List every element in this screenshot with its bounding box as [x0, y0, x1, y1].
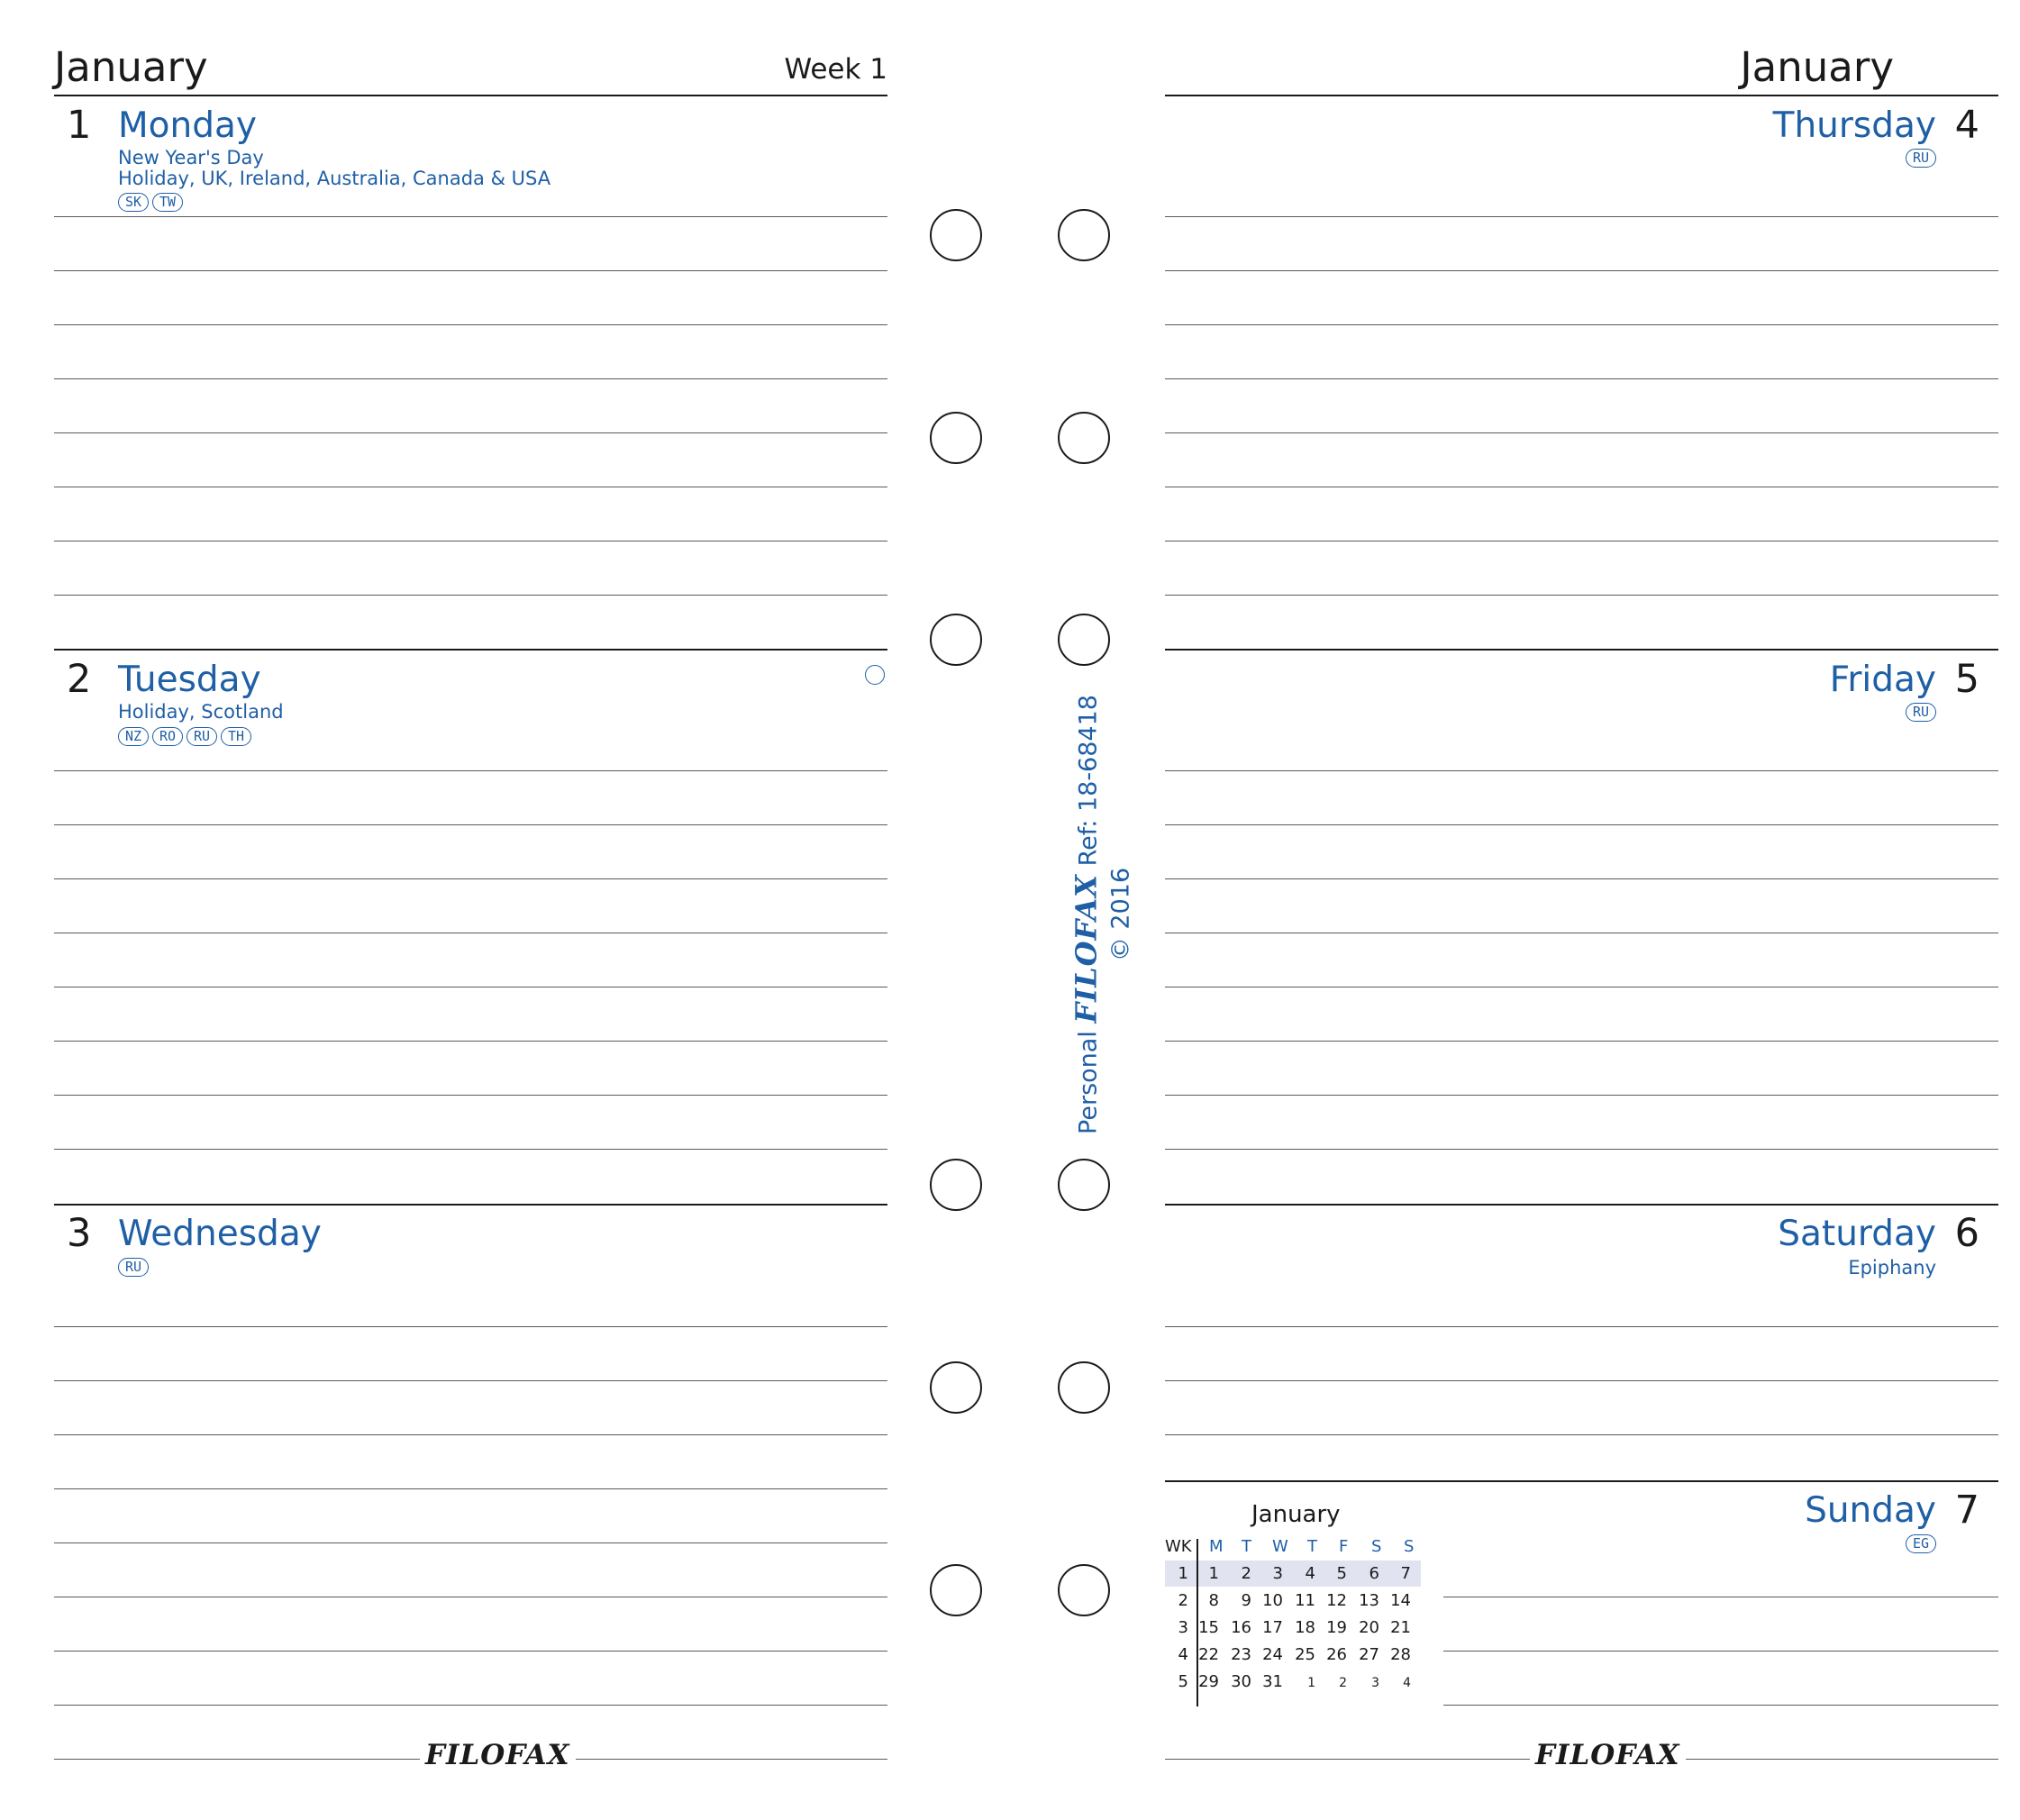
day-name-saturday: Saturday [1778, 1214, 1936, 1254]
mini-calendar-day: 4 [1403, 1676, 1411, 1690]
writing-line [54, 324, 887, 325]
mini-calendar-day: 2 [1241, 1564, 1251, 1583]
day-number-2: 2 [67, 657, 92, 702]
day-divider [1165, 1204, 1998, 1206]
mini-calendar-day: 22 [1198, 1645, 1219, 1664]
binder-hole [930, 1159, 982, 1211]
mini-header-day: T [1307, 1537, 1317, 1556]
writing-line [54, 595, 887, 596]
filofax-logo: FILOFAX [1530, 1742, 1686, 1770]
country-badge: EG [1906, 1534, 1936, 1553]
writing-line [54, 1705, 887, 1706]
day-name-monday: Monday [118, 105, 257, 146]
spine-copyright: © 2016 [1106, 867, 1135, 962]
writing-line [54, 1149, 887, 1150]
mini-calendar-day: 10 [1262, 1591, 1283, 1610]
country-badges [118, 727, 251, 746]
binder-hole [930, 1564, 982, 1616]
mini-calendar-day: 12 [1326, 1591, 1347, 1610]
mini-calendar-day: 30 [1231, 1672, 1251, 1691]
left-header-rule [54, 95, 887, 96]
writing-line [54, 1095, 887, 1096]
mini-calendar-day: 27 [1359, 1645, 1379, 1664]
mini-calendar-day: 3 [1371, 1676, 1379, 1690]
mini-week-number: 5 [1178, 1672, 1188, 1691]
mini-week-number: 2 [1178, 1591, 1188, 1610]
country-badge: RO [152, 727, 183, 746]
mini-header-day: S [1371, 1537, 1382, 1556]
writing-line [1165, 595, 1998, 596]
spine-filofax-logo: FILOFAX [1069, 874, 1104, 1024]
holiday-note: New Year's Day [118, 147, 264, 168]
day-divider [1165, 649, 1998, 651]
writing-line [1165, 824, 1998, 825]
mini-calendar-day: 7 [1400, 1564, 1411, 1583]
writing-line [1165, 1326, 1998, 1327]
country-badge: RU [187, 727, 217, 746]
country-badge: TH [221, 727, 251, 746]
writing-line [54, 432, 887, 433]
mini-header-wk: WK [1165, 1537, 1192, 1556]
writing-line [1165, 432, 1998, 433]
mini-calendar-day: 6 [1369, 1564, 1379, 1583]
country-badges [1906, 149, 1936, 168]
writing-line [54, 1041, 887, 1042]
mini-header-day: F [1339, 1537, 1349, 1556]
writing-line [54, 824, 887, 825]
mini-calendar-day: 2 [1339, 1676, 1347, 1690]
binder-hole [930, 1361, 982, 1414]
writing-line [54, 878, 887, 879]
mini-calendar-day: 16 [1231, 1618, 1251, 1637]
country-badge: TW [152, 193, 183, 212]
marker-circle [865, 665, 885, 685]
writing-line [1165, 1041, 1998, 1042]
mini-calendar-day: 15 [1198, 1618, 1219, 1637]
mini-week-number: 1 [1178, 1564, 1188, 1583]
binder-hole [930, 614, 982, 666]
day-divider [54, 1204, 887, 1206]
mini-header-day: S [1404, 1537, 1415, 1556]
mini-week-number: 3 [1178, 1618, 1188, 1637]
holiday-note: Holiday, Scotland [118, 701, 284, 723]
mini-calendar-day: 14 [1390, 1591, 1411, 1610]
day-number-5: 5 [1954, 657, 1979, 702]
writing-line [1443, 1651, 1998, 1652]
filofax-logo: FILOFAX [420, 1742, 576, 1770]
mini-calendar-day: 21 [1390, 1618, 1411, 1637]
writing-line [1165, 1149, 1998, 1150]
day-name-friday: Friday [1829, 660, 1936, 700]
day-number-1: 1 [67, 103, 92, 148]
day-name-thursday: Thursday [1772, 105, 1936, 146]
writing-line [54, 1542, 887, 1543]
day-name-tuesday: Tuesday [118, 660, 261, 700]
mini-calendar-day: 19 [1326, 1618, 1347, 1637]
day-number-3: 3 [67, 1211, 92, 1256]
writing-line [54, 1651, 887, 1652]
day-name-wednesday: Wednesday [118, 1214, 322, 1254]
spine-size: Personal [1074, 1031, 1103, 1134]
country-badges [1906, 1534, 1936, 1553]
mini-calendar-day: 24 [1262, 1645, 1283, 1664]
writing-line [1165, 770, 1998, 771]
mini-header-day: M [1209, 1537, 1224, 1556]
country-badge: RU [1906, 703, 1936, 722]
country-badges [1906, 703, 1936, 722]
binder-hole [1058, 1564, 1110, 1616]
writing-line [54, 770, 887, 771]
mini-week-number: 4 [1178, 1645, 1188, 1664]
binder-hole [1058, 1159, 1110, 1211]
mini-calendar-day: 5 [1336, 1564, 1347, 1583]
day-number-7: 7 [1954, 1488, 1979, 1533]
writing-line [54, 1380, 887, 1381]
day-number-6: 6 [1954, 1211, 1979, 1256]
holiday-note: Holiday, UK, Ireland, Australia, Canada & USA [118, 168, 551, 189]
mini-calendar-day: 8 [1208, 1591, 1219, 1610]
writing-line [54, 270, 887, 271]
writing-line [54, 1434, 887, 1435]
mini-calendar-day: 23 [1231, 1645, 1251, 1664]
writing-line [54, 1488, 887, 1489]
binder-hole [930, 209, 982, 261]
binder-hole [1058, 614, 1110, 666]
country-badge: RU [1906, 149, 1936, 168]
writing-line [1165, 216, 1998, 217]
mini-calendar-day: 3 [1272, 1564, 1283, 1583]
day-name-sunday: Sunday [1805, 1490, 1936, 1531]
mini-calendar-day: 31 [1262, 1672, 1283, 1691]
left-month-title: January [54, 43, 208, 91]
writing-line [1165, 378, 1998, 379]
country-badge: NZ [118, 727, 149, 746]
mini-calendar-day: 9 [1241, 1591, 1251, 1610]
day-divider [1165, 1480, 1998, 1482]
binder-hole [930, 412, 982, 464]
right-month-title: January [1740, 43, 1894, 91]
spine-imprint [1070, 695, 1138, 1134]
mini-header-day: W [1272, 1537, 1288, 1556]
writing-line [1165, 1434, 1998, 1435]
mini-calendar-day: 17 [1262, 1618, 1283, 1637]
mini-calendar-day: 13 [1359, 1591, 1379, 1610]
writing-line [54, 378, 887, 379]
holiday-note: Epiphany [1848, 1257, 1936, 1279]
writing-line [1443, 1705, 1998, 1706]
mini-calendar-day: 29 [1198, 1672, 1219, 1691]
mini-calendar-day: 11 [1295, 1591, 1315, 1610]
country-badges [118, 193, 183, 212]
mini-header-day: T [1242, 1537, 1251, 1556]
writing-line [1165, 270, 1998, 271]
country-badges [118, 1258, 149, 1277]
mini-calendar-day: 1 [1208, 1564, 1219, 1583]
binder-hole [1058, 412, 1110, 464]
writing-line [54, 216, 887, 217]
mini-calendar-day: 4 [1305, 1564, 1315, 1583]
country-badge: RU [118, 1258, 149, 1277]
binder-hole [1058, 209, 1110, 261]
mini-calendar-day: 20 [1359, 1618, 1379, 1637]
writing-line [1165, 878, 1998, 879]
mini-calendar-day: 18 [1295, 1618, 1315, 1637]
mini-calendar-day: 25 [1295, 1645, 1315, 1664]
writing-line [1165, 324, 1998, 325]
day-divider [54, 649, 887, 651]
country-badge: SK [118, 193, 149, 212]
day-number-4: 4 [1954, 103, 1979, 148]
writing-line [54, 1326, 887, 1327]
writing-line [1165, 1095, 1998, 1096]
mini-calendar-day: 1 [1307, 1676, 1315, 1690]
week-label: Week 1 [784, 53, 887, 86]
writing-line [1165, 1380, 1998, 1381]
mini-calendar-day: 28 [1390, 1645, 1411, 1664]
binder-hole [1058, 1361, 1110, 1414]
mini-calendar-day: 26 [1326, 1645, 1347, 1664]
spine-ref: Ref: 18-68418 [1074, 695, 1103, 867]
mini-calendar-title: January [1251, 1501, 1341, 1528]
right-header-rule [1165, 95, 1998, 96]
